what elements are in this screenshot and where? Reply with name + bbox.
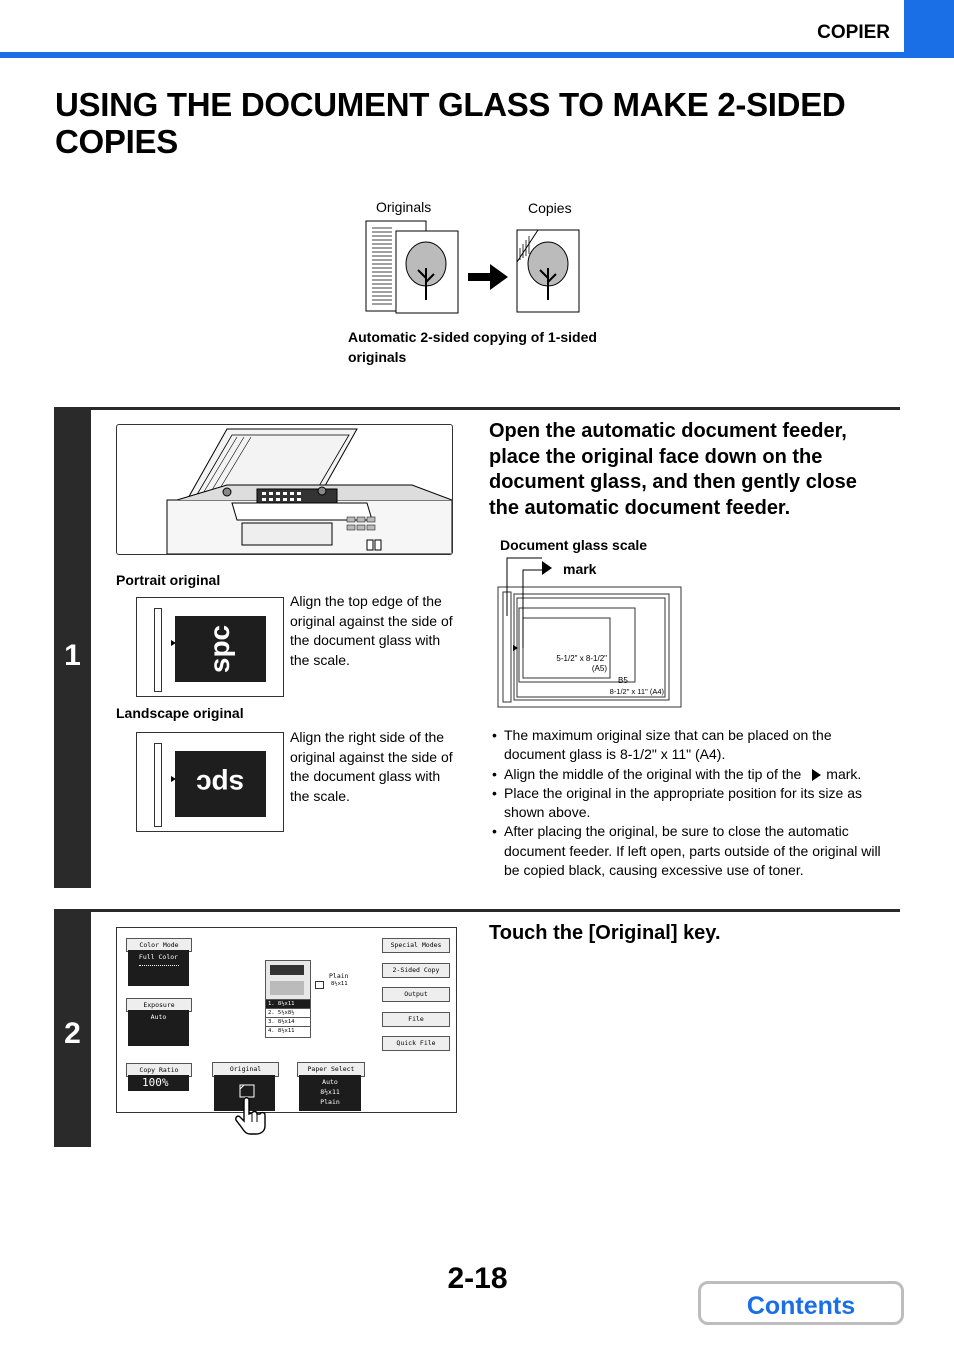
two-sided-copy-key[interactable]: 2-Sided Copy [382,963,450,978]
touch-hand-icon [234,1096,268,1136]
step2-bar [54,909,91,1147]
mark-label: mark [563,561,597,577]
header-tab [904,0,954,58]
portrait-sample-text: spc [204,624,236,674]
bullet-align-middle [490,765,895,784]
size-b5-label: B5 [618,676,628,685]
quick-file-key[interactable]: Quick File [382,1036,450,1051]
paper-select-panel [299,1075,361,1111]
original-key[interactable]: Original [212,1062,279,1077]
exposure-panel [128,1010,189,1046]
size-a5-text: 5-1/2" x 8-1/2" [556,654,607,663]
step1-number: 1 [64,639,81,672]
bullet-align-suffix: mark. [826,765,862,782]
tray-item[interactable]: 4. 8½x11 [268,1028,295,1034]
landscape-sample-text: spc [196,769,245,800]
copier-touch-screen [116,927,457,1113]
mark-triangle-icon [812,769,821,781]
step1-heading: Open the automatic document feeder, place the original face down on the document glass, and then gently close the automatic document feeder. [489,420,857,519]
tray-icon [315,981,324,989]
tray-list [265,999,311,1038]
copies-label: Copies [528,200,572,216]
size-a5-label [540,654,607,674]
originals-label: Originals [376,199,432,215]
copier-illustration [116,424,453,555]
plain-size-label: 8½x11 [331,981,348,987]
section-label: COPIER [817,22,890,43]
file-key[interactable]: File [382,1012,450,1027]
color-mode-panel [128,950,189,986]
paper-type-value: Plain [320,1098,340,1106]
size-a5-sub: (A5) [591,664,607,673]
copy-ratio-key[interactable]: Copy Ratio [126,1063,192,1077]
size-a4-label: 8-1/2" x 11" (A4) [609,687,664,696]
special-modes-key[interactable]: Special Modes [382,938,450,953]
bullet-place-original: • Place the original in the appropriate position for its size as shown above. [490,784,895,823]
intro-caption: Automatic 2-sided copying of 1-sided originals [348,329,597,365]
color-dots [139,965,179,966]
paper-size-value: 8½x11 [320,1088,340,1096]
contents-button[interactable]: Contents [698,1281,904,1325]
step2-number: 2 [64,1017,81,1050]
landscape-text: Align the right side of the original against the side of the document glass with the scale. [290,729,453,804]
tray-item[interactable]: 3. 8½x14 [266,1018,310,1027]
step1-bar [54,407,91,888]
paper-auto-value: Auto [322,1078,338,1086]
landscape-label: Landscape original [116,705,244,721]
portrait-diagram [136,597,284,697]
scale-label: Document glass scale [500,537,648,553]
step2-heading: Touch the [Original] key. [489,922,721,944]
bullet-close-feeder: • After placing the original, be sure to close the automatic document feeder. If left open, parts outside of the original will be copied black, causing excessive use of toner. [490,822,895,880]
step1-bullets [490,726,895,880]
tray-item[interactable]: 2. 5½x8½ [266,1009,310,1018]
color-mode-key[interactable]: Color Mode [126,938,192,952]
portrait-label: Portrait original [116,572,221,588]
landscape-diagram [136,732,284,832]
exposure-value: Auto [150,1013,167,1021]
bullet-max-size: • The maximum original size that can be placed on the document glass is 8-1/2" x 11" (A4). [490,726,895,765]
portrait-text: Align the top edge of the original against the side of the document glass with the scale. [290,593,453,668]
bullet-align-text: Align the middle of the original with the tip of the [504,765,802,782]
header-rule [0,52,904,58]
step2-rule [54,909,900,912]
output-key[interactable]: Output [382,987,450,1002]
full-color-value: Full Color [138,953,179,961]
two-sided-illustration [360,218,590,318]
step1-rule [54,407,900,410]
paper-select-key[interactable]: Paper Select [297,1062,365,1077]
exposure-key[interactable]: Exposure [126,998,192,1012]
plain-label: Plain [329,972,349,980]
ratio-value: 100% [128,1075,189,1091]
page-number: 2-18 [447,1262,508,1295]
copier-thumbnail [265,960,311,1002]
page-title: USING THE DOCUMENT GLASS TO MAKE 2-SIDED COPIES [55,86,846,160]
tray-item[interactable]: 1. 8½x11 [266,1000,310,1009]
